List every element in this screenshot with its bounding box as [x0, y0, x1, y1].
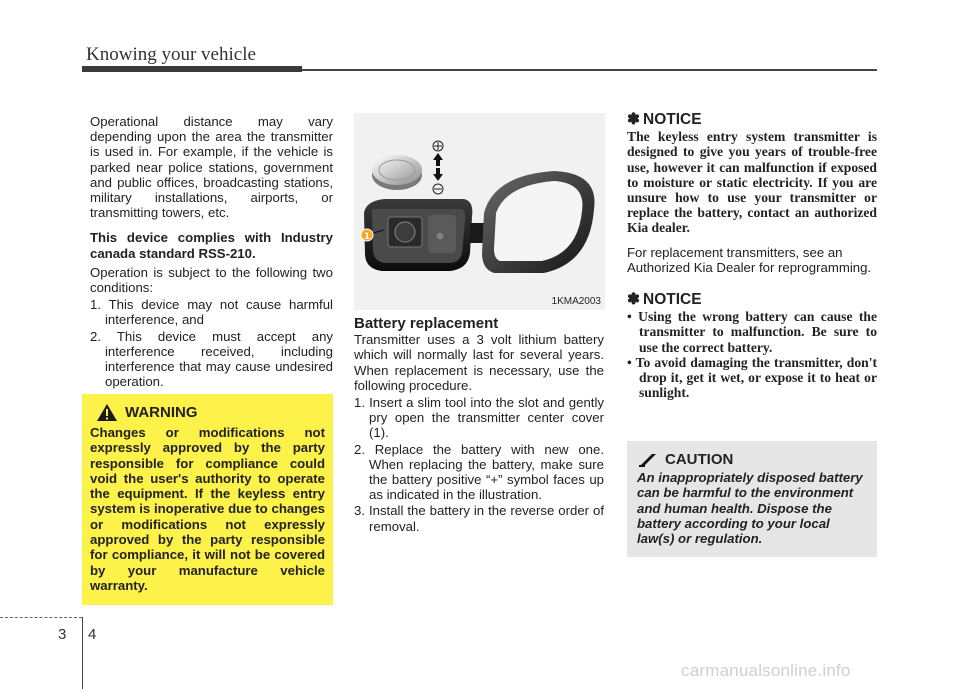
- chapter-number: 3: [58, 626, 67, 643]
- page-number: 4: [88, 626, 97, 643]
- notice-header: [627, 112, 877, 127]
- battery-replacement-title: Battery replacement: [354, 315, 499, 332]
- page-number-divider: [82, 617, 83, 689]
- column-middle: [354, 316, 604, 535]
- notice-bullets: [627, 309, 877, 400]
- warning-header: [90, 403, 325, 422]
- list-item: 3. Install the battery in the reverse order of removal.: [354, 503, 604, 534]
- page-header-title: Knowing your vehicle: [86, 44, 256, 65]
- coin-battery: [372, 155, 422, 190]
- transmitter-cover: [482, 171, 595, 273]
- compliance-statement: This device complies with Industry canada standard RSS-210.: [90, 230, 333, 261]
- list-item: 1. Insert a slim tool into the slot and gently pry open the transmitter center cover (1).: [354, 395, 604, 441]
- key-fob-illustration: [354, 113, 605, 310]
- footer-divider: [0, 617, 82, 618]
- watermark: carmanualsonline.info: [681, 661, 851, 680]
- list-item: • Using the wrong battery can cause the transmitter to malfunction. Be sure to use the correct battery.: [627, 309, 877, 355]
- notice-text: The keyless entry system transmitter is designed to give you years of trouble-free use, however it can malfunction if exposed to moisture or static electricity. If you are unsure how to use your transmitter or replace the battery, contact an authorized Kia dealer.: [627, 129, 877, 236]
- warning-title: WARNING: [125, 404, 198, 421]
- notice-title: NOTICE: [643, 111, 702, 128]
- header-rule: [302, 69, 877, 71]
- caution-title: CAUTION: [665, 451, 734, 468]
- warning-triangle-icon: [96, 403, 118, 422]
- battery-replacement-figure: [354, 113, 605, 310]
- battery-intro: Transmitter uses a 3 volt lithium battery which will normally last for several years. When replacement is necessary, use the following procedure.: [354, 332, 604, 393]
- caution-text: An inappropriately disposed battery can be harmful to the environment and human health. Dispose the battery according to your local law(s) or regulation.: [637, 470, 863, 547]
- warning-text: Changes or modifications not expressly approved by the party responsible for compliance could void the user's authority to operate the equipment. If the keyless entry system is inoperative due to changes or modifications not expressly approved by the party responsible for compliance, it will not be covered by your manufacture vehicle warranty.: [90, 425, 325, 593]
- battery-steps-list: [354, 395, 604, 534]
- notice-star-icon: ✽: [627, 111, 640, 128]
- polarity-indicator: [433, 141, 443, 194]
- list-item: • To avoid damaging the transmitter, don't drop it, get it wet, or expose it to heat or sunlight.: [627, 354, 877, 401]
- notice-star-icon: ✽: [627, 291, 640, 309]
- caution-box: [627, 441, 877, 557]
- transmitter-body: [364, 199, 472, 271]
- list-item: 2. Replace the battery with new one. When replacing the battery, make sure the battery positive “+” symbol faces up as indicated in the illustration.: [354, 441, 604, 503]
- caution-header: [637, 451, 869, 468]
- notice-header: [627, 292, 877, 307]
- operational-distance-paragraph: Operational distance may vary depending upon the area the transmitter is used in. For example, if the vehicle is parked near police stations, government and public offices, broadcasting stations, military installations, airports, or transmitting towers, etc.: [90, 114, 333, 221]
- replacement-transmitters-paragraph: For replacement transmitters, see an Authorized Kia Dealer for reprogramming.: [627, 244, 872, 275]
- callout-number: 1: [363, 232, 371, 242]
- list-item: 2. This device must accept any interference received, including interference that may cause undesired operation.: [90, 328, 333, 390]
- column-left: [90, 114, 333, 390]
- caution-slash-icon: [637, 452, 659, 468]
- notice-title: NOTICE: [643, 291, 702, 309]
- figure-code: 1KMA2003: [551, 296, 601, 307]
- column-right: [627, 112, 877, 400]
- conditions-intro: Operation is subject to the following two conditions:: [90, 264, 333, 296]
- header-bar: [82, 66, 302, 72]
- conditions-list: [90, 297, 333, 389]
- svg-text:⊕: ⊕: [436, 232, 444, 242]
- warning-box: [82, 394, 333, 605]
- list-item: 1. This device may not cause harmful interference, and: [90, 297, 333, 328]
